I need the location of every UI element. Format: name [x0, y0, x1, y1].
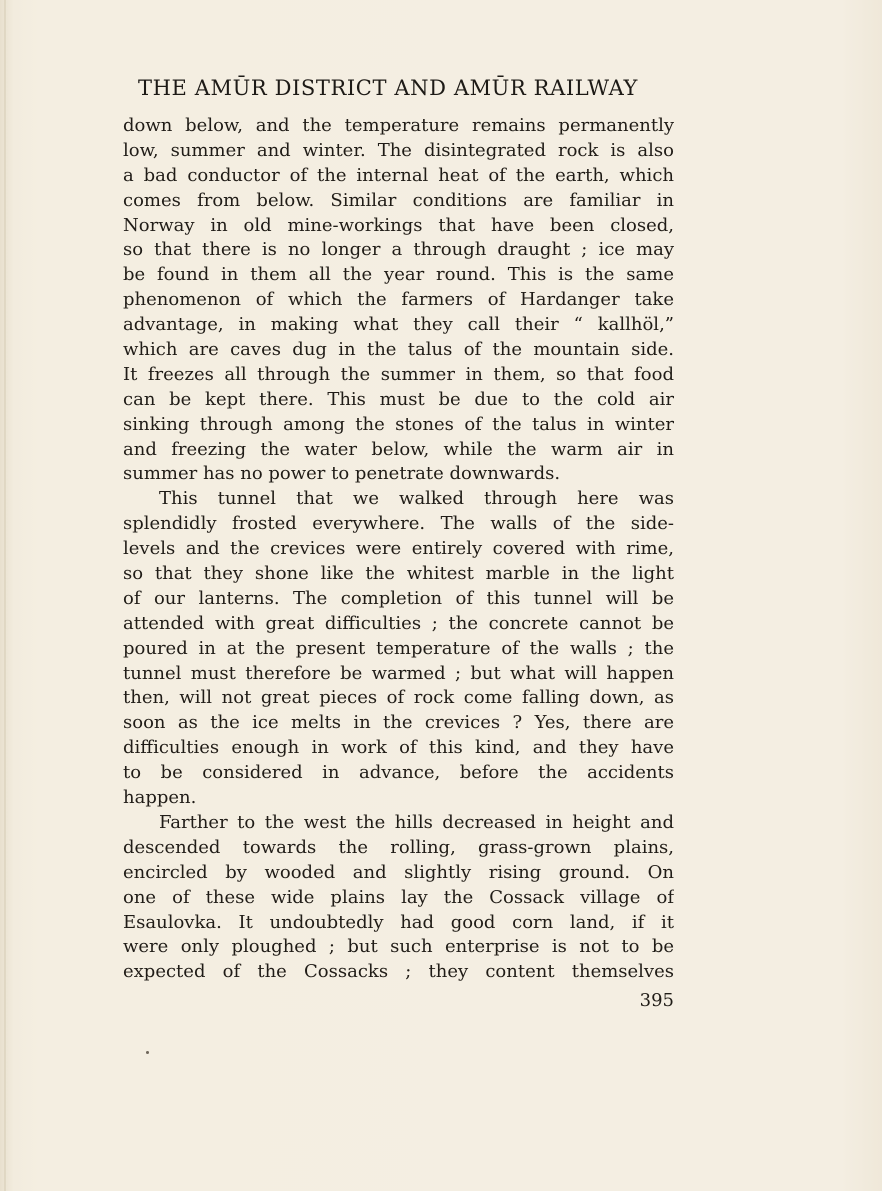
text-line: one of these wide plains lay the Cossack village of [123, 886, 674, 908]
text-line: Norway in old mine-workings that have been closed, [123, 214, 674, 236]
text-line: descended towards the rolling, grass-grown plains, [123, 836, 674, 858]
text-line: difficulties enough in work of this kind, and they have [123, 737, 674, 759]
text-line: sinking through among the stones of the talus in winter [123, 413, 674, 435]
text-line: It freezes all through the summer in them, so that food [123, 363, 674, 385]
text-line: This tunnel that we walked through here was [159, 488, 674, 510]
text-line: levels and the crevices were entirely covered with rime, [123, 538, 674, 560]
text-line: expected of the Cossacks ; they content themselves [123, 961, 674, 983]
text-line: low, summer and winter. The disintegrated rock is also [123, 139, 674, 161]
text-line: phenomenon of which the farmers of Hardanger take [123, 289, 674, 311]
text-line: Farther to the west the hills decreased in height and [159, 811, 674, 833]
text-line: tunnel must therefore be warmed ; but what will happen [123, 662, 674, 684]
text-line: and freezing the water below, while the warm air in [123, 438, 674, 460]
text-line: so that they shone like the whitest marble in the light [123, 563, 674, 585]
page-edge-shadow [4, 0, 6, 1191]
text-line: be found in them all the year round. This is the same [123, 264, 674, 286]
text-line: down below, and the temperature remains permanently [123, 115, 674, 136]
running-head: THE AMŪR DISTRICT AND AMŪR RAILWAY [138, 76, 638, 100]
text-line: so that there is no longer a through draught ; ice may [123, 239, 674, 261]
text-line: then, will not great pieces of rock come falling down, as [123, 687, 674, 709]
text-line: comes from below. Similar conditions are familiar in [123, 189, 674, 211]
text-line: poured in at the present temperature of the walls ; the [123, 637, 674, 659]
text-line: advantage, in making what they call their “ kallhöl,” [123, 314, 674, 336]
text-line: to be considered in advance, before the accidents [123, 762, 674, 784]
text-line: were only ploughed ; but such enterprise is not to be [123, 936, 674, 958]
text-line: attended with great difficulties ; the concrete cannot be [123, 612, 674, 634]
text-line: summer has no power to penetrate downwards. [123, 463, 561, 485]
paper-speck [146, 1051, 149, 1054]
text-line: a bad conductor of the internal heat of the earth, which [123, 164, 674, 186]
text-line: soon as the ice melts in the crevices ? Yes, there are [123, 712, 674, 734]
page-number: 395 [639, 990, 674, 1011]
text-line: which are caves dug in the talus of the mountain side. [123, 339, 674, 361]
text-line: splendidly frosted everywhere. The walls of the side- [123, 513, 674, 535]
text-line: can be kept there. This must be due to the cold air [123, 388, 674, 410]
body-text [123, 114, 674, 985]
text-line: Esaulovka. It undoubtedly had good corn land, if it [123, 911, 674, 933]
text-line: happen. [123, 787, 197, 809]
text-line: of our lanterns. The completion of this tunnel will be [123, 587, 674, 609]
text-line: encircled by wooded and slightly rising ground. On [123, 861, 674, 883]
